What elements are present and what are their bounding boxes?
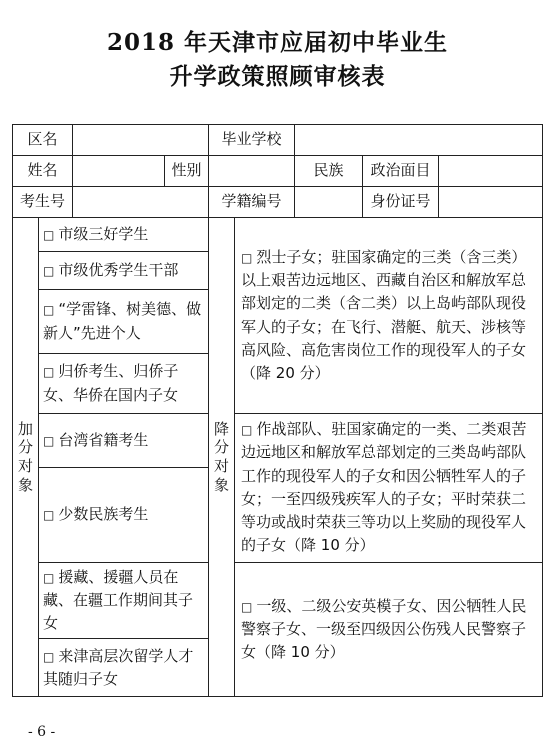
district-value[interactable]: [73, 125, 209, 156]
bonus-item-5[interactable]: □ 台湾省籍考生: [39, 414, 209, 468]
exam-id-label: 考生号: [13, 187, 73, 218]
bonus-item-3[interactable]: □ “学雷锋、树美德、做新人”先进个人: [39, 290, 209, 354]
bonus-item-8[interactable]: □ 来津高层次留学人才其随归子女: [39, 639, 209, 697]
student-id-label: 学籍编号: [209, 187, 295, 218]
checkbox-icon[interactable]: □: [241, 599, 253, 614]
reduce-item-1[interactable]: □ 烈士子女；驻国家确定的三类（含三类）以上艰苦边远地区、西藏自治区和解放军总部划定的二类（含二类）以上岛屿部队现役军人的子女；在飞行、潜艇、航天、涉核等高风险、高危害岗位工作的现役军人的子女（降 20 分）: [235, 218, 543, 414]
bonus-item-6[interactable]: □ 少数民族考生: [39, 467, 209, 562]
bonus-label: 加 分 对 象: [13, 218, 39, 697]
checkbox-icon[interactable]: □: [43, 365, 55, 380]
exam-id-value[interactable]: [73, 187, 209, 218]
political-label: 政治面目: [363, 156, 439, 187]
gender-value[interactable]: [209, 156, 295, 187]
page-number: - 6 -: [28, 724, 56, 740]
ethnicity-label: 民族: [295, 156, 363, 187]
checkbox-icon[interactable]: □: [241, 250, 253, 265]
checkbox-icon[interactable]: □: [43, 303, 55, 318]
bonus-item-4[interactable]: □ 归侨考生、归侨子女、华侨在国内子女: [39, 354, 209, 414]
bonus-item-1[interactable]: □ 市级三好学生: [39, 218, 209, 252]
checkbox-icon[interactable]: □: [241, 423, 253, 437]
title-line-1: 2018 年天津市应届初中毕业生: [106, 29, 449, 56]
checkbox-icon[interactable]: □: [43, 433, 55, 448]
school-label: 毕业学校: [209, 125, 295, 156]
gender-label: 性别: [165, 156, 209, 187]
checkbox-icon[interactable]: □: [43, 507, 55, 522]
checkbox-icon[interactable]: □: [43, 649, 55, 664]
checkbox-icon[interactable]: □: [43, 570, 55, 585]
political-value[interactable]: [439, 156, 543, 187]
student-id-value[interactable]: [295, 187, 363, 218]
id-card-label: 身份证号: [363, 187, 439, 218]
reduce-item-3[interactable]: □ 一级、二级公安英模子女、因公牺牲人民警察子女、一级至四级因公伤残人民警察子女（降 10 分）: [235, 562, 543, 697]
bonus-item-7[interactable]: □ 援藏、援疆人员在藏、在疆工作期间其子女: [39, 562, 209, 639]
reduce-item-2[interactable]: □ 作战部队、驻国家确定的一类、二类艰苦边远地区和解放军总部划定的三类岛屿部队工作的现役军人的子女和因公牺牲军人的子女；一至四级残疾军人的子女；平时荣获二等功或战时荣获三等功以上奖励的现役军人的子女（降 10 分）: [235, 414, 543, 563]
review-form-table: [12, 124, 543, 697]
name-label: 姓名: [13, 156, 73, 187]
reduce-label: 降 分 对 象: [209, 218, 235, 697]
district-label: 区名: [13, 125, 73, 156]
id-card-value[interactable]: [439, 187, 543, 218]
checkbox-icon[interactable]: □: [43, 227, 55, 242]
checkbox-icon[interactable]: □: [43, 263, 55, 278]
title-line-2: 升学政策照顾审核表: [169, 63, 386, 90]
name-value[interactable]: [73, 156, 165, 187]
bonus-item-2[interactable]: □ 市级优秀学生干部: [39, 252, 209, 290]
school-value[interactable]: [295, 125, 543, 156]
